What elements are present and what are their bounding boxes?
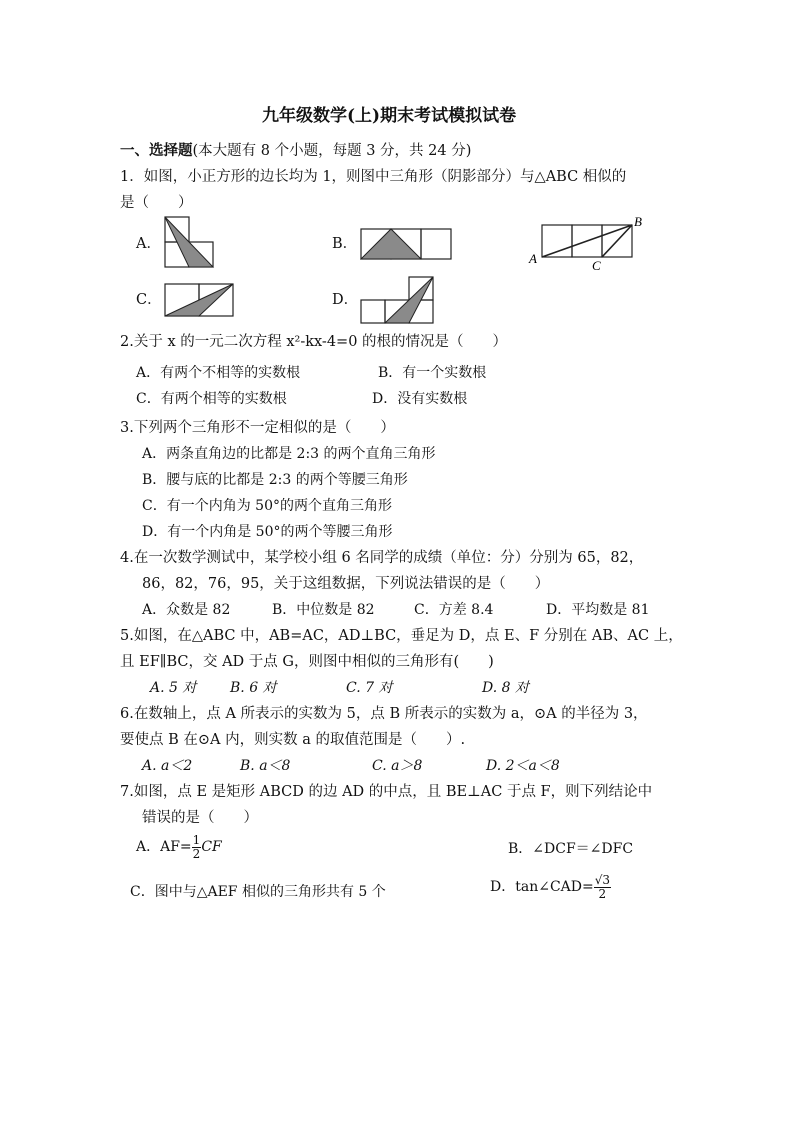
q1-fig-label-b: B xyxy=(634,214,642,229)
q2-stem: 2.关于 x 的一元二次方程 x²-kx-4=0 的根的情况是（ ） xyxy=(120,334,508,350)
q1-option-d-figure xyxy=(360,276,434,324)
q6-option-b: B. a＜8 xyxy=(240,758,291,774)
q7-option-a xyxy=(136,834,222,860)
q3-option-b: B．腰与底的比都是 2:3 的两个等腰三角形 xyxy=(142,472,408,488)
q5-stem-line1: 5.如图，在△ABC 中，AB=AC，AD⊥BC，垂足为 D，点 E、F 分别在 AB、AC 上， xyxy=(120,628,683,644)
q5-option-a: A. 5 对 xyxy=(150,680,197,696)
q6-stem-line2: 要使点 B 在⊙A 内，则实数 a 的取值范围是（ ）. xyxy=(120,732,466,748)
q1-option-c-label: C． xyxy=(136,292,162,308)
q1-option-d-label: D． xyxy=(332,292,359,308)
section-heading xyxy=(120,144,471,159)
q1-option-a-label: A． xyxy=(136,236,161,252)
q1-reference-figure xyxy=(528,214,648,274)
q7-option-d-numerator: √3 xyxy=(594,873,611,887)
q7-option-d-denominator: 2 xyxy=(598,886,607,901)
q5-option-b: B. 6 对 xyxy=(230,680,277,696)
q7-option-a-suffix: CF xyxy=(201,839,222,856)
q5-option-d: D. 8 对 xyxy=(482,680,529,696)
q1-option-c-figure xyxy=(164,283,236,318)
q3-option-c: C．有一个内角为 50°的两个直角三角形 xyxy=(142,498,392,514)
q3-option-d: D．有一个内角是 50°的两个等腰三角形 xyxy=(142,524,393,540)
page-title: 九年级数学(上)期末考试模拟试卷 xyxy=(262,106,517,126)
q7-stem-line1: 7.如图，点 E 是矩形 ABCD 的边 AD 的中点，且 BE⊥AC 于点 F，则下列结论中 xyxy=(120,784,653,800)
q4-option-a: A．众数是 82 xyxy=(142,602,231,618)
q2-option-b: B．有一个实数根 xyxy=(378,365,487,381)
section-heading-label: 一、选择题 xyxy=(120,142,193,159)
q5-stem-line2: 且 EF∥BC，交 AD 于点 G，则图中相似的三角形有( ) xyxy=(120,654,494,670)
q1-option-b-label: B． xyxy=(332,236,358,252)
q6-stem-line1: 6.在数轴上，点 A 所表示的实数为 5，点 B 所表示的实数为 a，⊙A 的半径为 3， xyxy=(120,706,648,722)
q2-option-d: D．没有实数根 xyxy=(372,391,468,407)
q6-option-c: C. a＞8 xyxy=(372,758,423,774)
q7-option-a-numerator: 1 xyxy=(192,833,201,847)
q7-option-d-prefix: D．tan∠CAD= xyxy=(490,879,594,896)
q1-fig-label-a: A xyxy=(529,251,537,266)
q7-option-a-prefix: A．AF= xyxy=(136,839,192,856)
q7-option-a-denominator: 2 xyxy=(192,846,201,861)
q7-option-d xyxy=(490,874,611,900)
q5-option-c: C. 7 对 xyxy=(346,680,393,696)
q4-option-b: B．中位数是 82 xyxy=(272,602,375,618)
q3-stem: 3.下列两个三角形不一定相似的是（ ） xyxy=(120,420,395,436)
q7-option-a-fraction xyxy=(192,834,202,860)
q1-stem-line1: 1．如图，小正方形的边长均为 1，则图中三角形（阴影部分）与△ABC 相似的 xyxy=(120,169,627,185)
q1-fig-label-c: C xyxy=(592,258,601,273)
q7-option-b: B．∠DCF＝∠DFC xyxy=(508,841,634,857)
q4-stem-line2: 86，82，76，95，关于这组数据，下列说法错误的是（ ） xyxy=(142,576,550,592)
q7-option-d-fraction xyxy=(594,874,611,900)
q1-stem-line2: 是（ ） xyxy=(120,195,193,211)
q1-option-a-figure xyxy=(164,216,216,268)
q4-option-c: C．方差 8.4 xyxy=(414,602,494,618)
q3-option-a: A．两条直角边的比都是 2:3 的两个直角三角形 xyxy=(142,446,436,462)
q2-option-c: C．有两个相等的实数根 xyxy=(136,391,287,407)
q7-option-c: C．图中与△AEF 相似的三角形共有 5 个 xyxy=(130,884,386,900)
q6-option-a: A. a＜2 xyxy=(142,758,193,774)
q7-stem-line2: 错误的是（ ） xyxy=(142,810,258,826)
section-heading-note: (本大题有 8 个小题，每题 3 分，共 24 分) xyxy=(192,143,472,159)
q6-option-d: D. 2＜a＜8 xyxy=(486,758,560,774)
q2-option-a: A．有两个不相等的实数根 xyxy=(136,365,301,381)
q4-option-d: D．平均数是 81 xyxy=(546,602,650,618)
q4-stem-line1: 4.在一次数学测试中，某学校小组 6 名同学的成绩（单位：分）分别为 65，82， xyxy=(120,550,644,566)
q1-option-b-figure xyxy=(360,228,452,261)
